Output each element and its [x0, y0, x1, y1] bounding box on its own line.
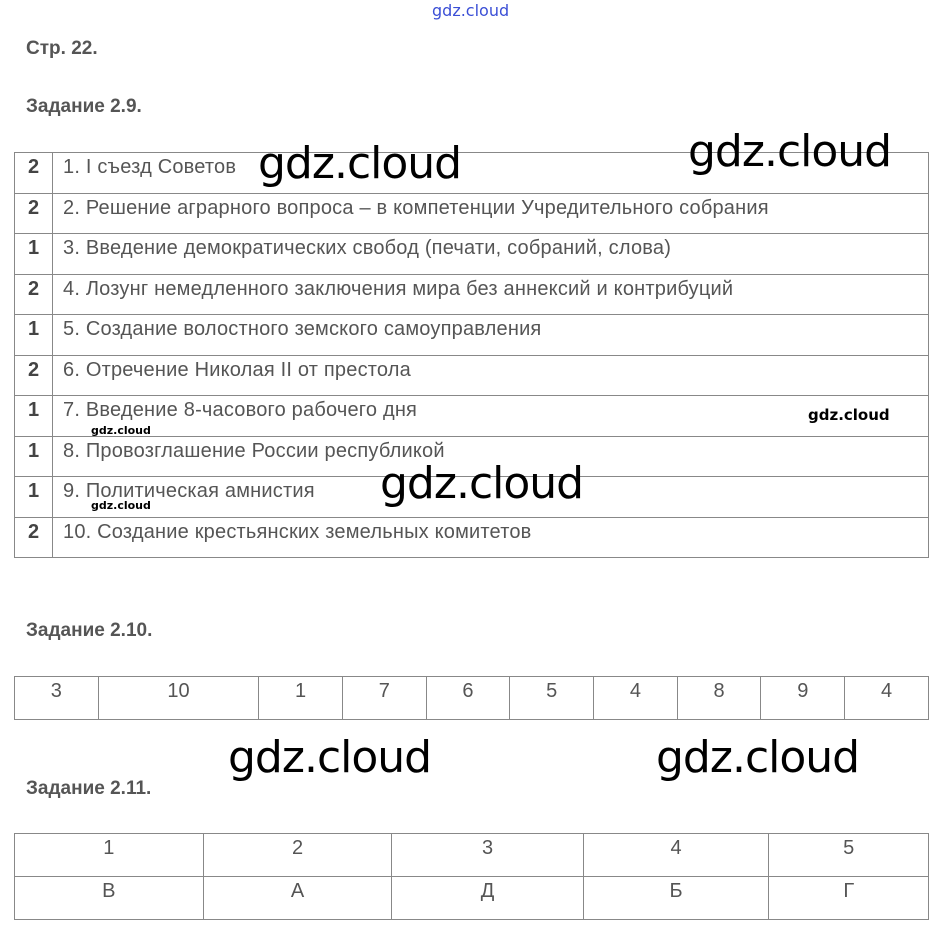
watermark: gdz.cloud	[380, 458, 584, 509]
row-score: 2	[15, 274, 53, 315]
answer-cell: 9	[761, 677, 845, 720]
table-row	[15, 677, 929, 720]
row-score: 2	[15, 153, 53, 194]
task-2-10-title: Задание 2.10.	[26, 620, 153, 641]
row-text: 9. Политическая амнистия	[53, 477, 929, 518]
answer-cell: 4	[594, 677, 678, 720]
letter-cell: В	[15, 877, 204, 920]
watermark: gdz.cloud	[91, 499, 151, 512]
answer-cell: 4	[845, 677, 929, 720]
row-text: 2. Решение аграрного вопроса – в компетенции Учредительного собрания	[53, 193, 929, 234]
watermark: gdz.cloud	[91, 424, 151, 437]
row-score: 2	[15, 517, 53, 558]
page-label: Стр. 22.	[26, 38, 98, 59]
table-row	[15, 274, 929, 315]
row-text: 3. Введение демократических свобод (печати, собраний, слова)	[53, 234, 929, 275]
answer-cell: 5	[510, 677, 594, 720]
table-row	[15, 834, 929, 877]
number-cell: 2	[203, 834, 392, 877]
row-score: 1	[15, 396, 53, 437]
task-2-11-table	[14, 833, 929, 920]
row-text: 4. Лозунг немедленного заключения мира без аннексий и контрибуций	[53, 274, 929, 315]
row-text: 5. Создание волостного земского самоуправления	[53, 315, 929, 356]
table-row	[15, 315, 929, 356]
watermark: gdz.cloud	[656, 732, 860, 783]
letter-cell: Г	[769, 877, 929, 920]
row-score: 1	[15, 436, 53, 477]
row-score: 1	[15, 477, 53, 518]
task-2-10-table	[14, 676, 929, 720]
letter-cell: Д	[392, 877, 583, 920]
row-score: 1	[15, 315, 53, 356]
task-2-11-title: Задание 2.11.	[26, 778, 152, 799]
number-cell: 5	[769, 834, 929, 877]
answer-cell: 7	[342, 677, 426, 720]
site-watermark-top: gdz.cloud	[432, 1, 510, 20]
answer-cell: 3	[15, 677, 99, 720]
table-row	[15, 193, 929, 234]
letter-cell: Б	[583, 877, 769, 920]
row-text: 8. Провозглашение России республикой	[53, 436, 929, 477]
answer-cell: 10	[98, 677, 259, 720]
table-row	[15, 234, 929, 275]
watermark: gdz.cloud	[228, 732, 432, 783]
table-row	[15, 355, 929, 396]
row-score: 2	[15, 355, 53, 396]
table-row	[15, 517, 929, 558]
row-text: 6. Отречение Николая II от престола	[53, 355, 929, 396]
row-score: 1	[15, 234, 53, 275]
task-2-9-title: Задание 2.9.	[26, 96, 142, 117]
answer-cell: 8	[677, 677, 761, 720]
row-text: 1. I съезд Советов	[53, 153, 929, 194]
answer-cell: 1	[259, 677, 343, 720]
row-text: 7. Введение 8-часового рабочего дня	[53, 396, 929, 437]
watermark: gdz.cloud	[688, 126, 892, 177]
watermark: gdz.cloud	[258, 138, 462, 189]
letter-cell: А	[203, 877, 392, 920]
watermark: gdz.cloud	[808, 406, 890, 424]
answer-cell: 6	[426, 677, 510, 720]
row-score: 2	[15, 193, 53, 234]
number-cell: 1	[15, 834, 204, 877]
table-row	[15, 396, 929, 437]
number-cell: 4	[583, 834, 769, 877]
table-row	[15, 877, 929, 920]
number-cell: 3	[392, 834, 583, 877]
row-text: 10. Создание крестьянских земельных комитетов	[53, 517, 929, 558]
